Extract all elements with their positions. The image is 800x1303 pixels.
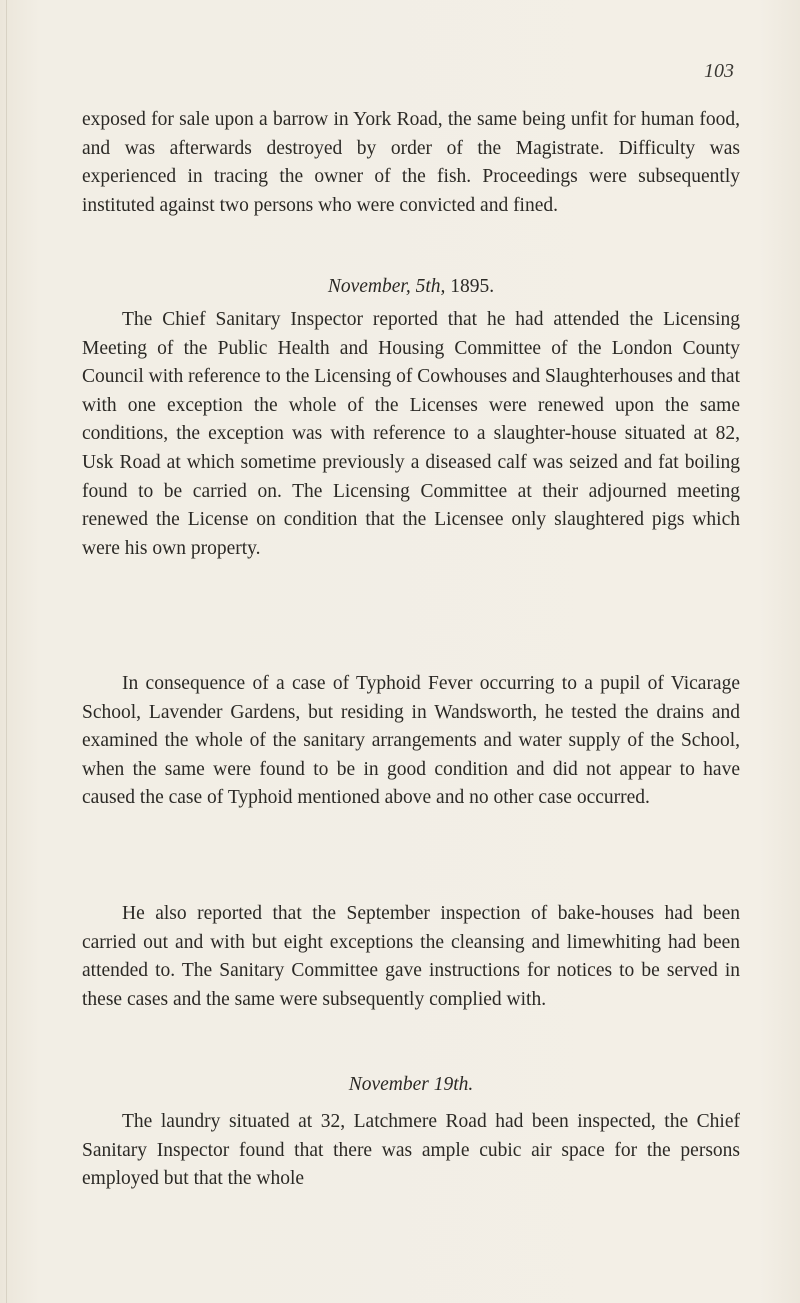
paragraph-text: In consequence of a case of Typhoid Fever occurring to a pupil of Vicarage School, Lavender Gardens, but residing in Wandsworth, he tested the drains and examined the whole of the sanitary arrangements and water supply of the School, when the same were found to be in good condition and did not appear to have caused the case of Typhoid mentioned above and no other case occurred. <box>82 673 740 809</box>
paragraph-laundry <box>82 1108 740 1194</box>
paragraph-text: exposed for sale upon a barrow in York Road, the same being unfit for human food, and was afterwards destroyed by order of the Magistrate. Difficulty was experienced in tracing the owner of the fish. Proceedings were subsequently instituted against two persons who were convicted and fined. <box>82 109 740 216</box>
heading-date: November 19th. <box>348 1074 474 1095</box>
heading-november-5 <box>82 276 740 298</box>
heading-year: 1895. <box>450 276 495 297</box>
paragraph-text: The Chief Sanitary Inspector reported that he had attended the Licensing Meeting of the Public Health and Housing Committee of the London County Council with reference to the Licensing of Cowhouses and Slaughterhouses and that with one exception the whole of the Licenses were renewed upon the same conditions, the exception was with reference to a slaughter-house situated at 82, Usk Road at which sometime previously a diseased calf was seized and fat boiling found to be carried on. The Licensing Committee at their adjourned meeting renewed the License on condition that the Licensee only slaughtered pigs which were his own property. <box>82 309 740 559</box>
paragraph-typhoid-fever <box>82 670 740 813</box>
page-edge-line <box>6 0 7 1303</box>
paragraph-barrow-fish <box>82 106 740 220</box>
heading-november-19 <box>82 1074 740 1096</box>
paragraph-bakehouses <box>82 900 740 1014</box>
paragraph-text: He also reported that the September inspection of bake-houses had been carried out and with but eight exceptions the cleansing and limewhiting had been attended to. The Sanitary Committee gave instructions for notices to be served in these cases and the same were subsequently complied with. <box>82 903 740 1010</box>
paragraph-text: The laundry situated at 32, Latchmere Road had been inspected, the Chief Sanitary Inspector found that there was ample cubic air space for the persons employed but that the whole <box>82 1111 740 1190</box>
heading-date: November, 5th, <box>327 276 446 297</box>
paragraph-licensing-meeting <box>82 306 740 563</box>
page-number: 103 <box>704 60 734 82</box>
